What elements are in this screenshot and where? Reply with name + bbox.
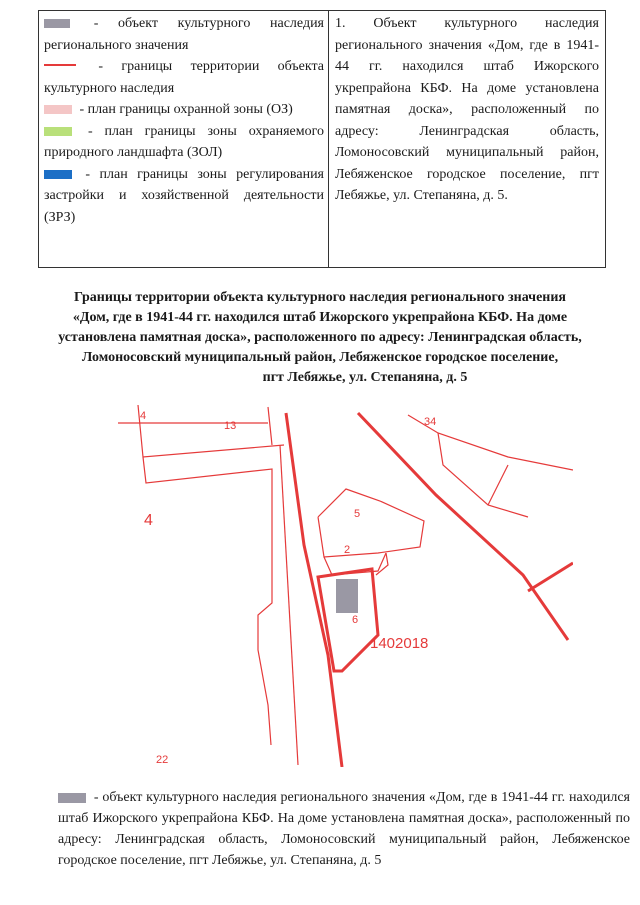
legend-text: - план границы зоны регулирования застройки и хозяйственной деятельности (ЗРЗ): [44, 166, 324, 225]
plot-label: 5: [354, 508, 361, 520]
title-line: Границы территории объекта культурного наследия регионального значения: [73, 290, 566, 305]
title-line: Ломоносовский муниципальный район, Лебяженское городское поселение,: [81, 350, 559, 365]
pink-swatch-icon: [44, 105, 72, 114]
plot-label: 34: [424, 416, 437, 428]
footer-text: - объект культурного наследия регионального значения «Дом, где в 1941-44 гг. находился штаб Ижорского укрепрайона КБФ. На доме установлена памятная доска», расположенный по адресу: Ленинградская область, Ломоносовский муниципальный район, Лебяженское городское поселение, пгт Лебяжье, ул. Степаняна, д. 5: [58, 790, 630, 868]
green-swatch-icon: [44, 127, 72, 136]
legend-item-regulation-zone: [44, 164, 324, 229]
legend-item-landscape-zone: [44, 121, 324, 164]
boundary-map: [108, 405, 573, 767]
plot-label: 22: [156, 754, 169, 766]
parcel-5: [318, 489, 424, 557]
title-line: пгт Лебяжье, ул. Степаняна, д. 5: [262, 370, 468, 385]
legend-text: - границы территории объекта культурного наследия: [44, 59, 325, 96]
red-line-icon: [44, 64, 76, 66]
grey-swatch-icon: [44, 19, 70, 28]
parcel-line: [268, 407, 272, 445]
plot-label: 4: [144, 512, 153, 529]
plot-label: 2: [344, 544, 351, 556]
title-line: «Дом, где в 1941-44 гг. находился штаб Ижорского укрепрайона КБФ. На доме: [72, 310, 568, 325]
footer-legend: [58, 787, 630, 871]
parcel-line: [376, 553, 388, 575]
legend-text: - объект культурного наследия регионального значения: [44, 16, 324, 53]
legend-text: - план границы охранной зоны (ОЗ): [79, 102, 293, 117]
legend-column: [39, 11, 329, 267]
road-boundary-line: [286, 413, 342, 767]
legend-item-territory-boundary: [44, 56, 324, 99]
parcel-line: [488, 465, 508, 505]
plot-label: 4: [140, 410, 147, 422]
parcel-line: [138, 405, 284, 457]
road-line: [280, 445, 298, 765]
diagonal-boundary-line: [358, 413, 568, 640]
blue-swatch-icon: [44, 170, 72, 179]
page-title: [10, 288, 630, 388]
cadastral-label: 1402018: [370, 635, 429, 652]
legend-text: - план границы зоны охраняемого природного ландшафта (ЗОЛ): [44, 123, 325, 160]
legend-table: [38, 10, 606, 268]
heritage-object-marker: [336, 579, 358, 613]
parcel-line: [143, 457, 272, 745]
parcel-line: [438, 433, 528, 517]
grey-swatch-icon: [58, 793, 86, 803]
plot-label: 13: [224, 420, 237, 432]
legend-item-protection-zone: [44, 99, 324, 121]
title-line: установлена памятная доска», расположенного по адресу: Ленинградская область,: [58, 330, 582, 345]
object-description: 1. Объект культурного наследия регионального значения «Дом, где в 1941-44 гг. находился штаб Ижорского укрепрайона КБФ. На доме установлена памятная доска», расположенный по адресу: Ленинградская область, Ломоносовский муниципальный район, Лебяженское городское поселение, пгт Лебяжье, ул. Степаняна, д. 5.: [335, 16, 599, 203]
plot-label: 6: [352, 614, 359, 626]
boundary-line: [528, 563, 573, 591]
legend-item-heritage-object: [44, 13, 324, 56]
